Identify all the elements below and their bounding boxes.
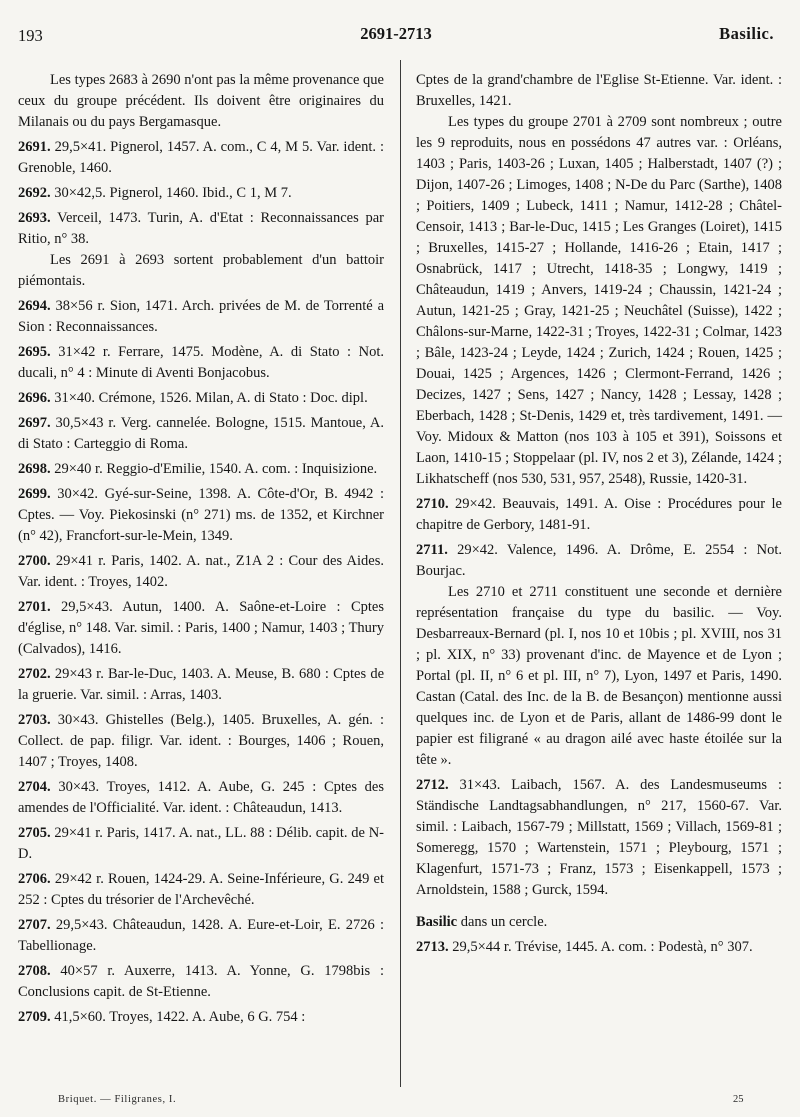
column-divider xyxy=(400,60,401,1087)
section-title: Basilic xyxy=(416,914,458,930)
entry-number: 2693. xyxy=(18,210,51,226)
page-number: 193 xyxy=(18,26,43,45)
entry-number: 2709. xyxy=(18,1009,51,1025)
entry-2707 xyxy=(18,915,384,957)
paragraph: Les types du groupe 2701 à 2709 sont nombreux ; outre les 9 reproduits, nous en possédons 47 autres var. : Orléans, 1403 ; Paris, 1403-26 ; Luxan, 1405 ; Halberstadt, 1407 (?) ; Dijon, 1407-26 ; Limoges, 1408 ; N-De du Parc (Sarthe), 1408 ; Poitiers, 1409 ; Lubeck, 1411 ; Namur, 1412-28 ; Châtel-Censoir, 1413 ; Bar-le-Duc, 1415 ; Les Granges (Loiret), 1415 ; Bruxelles, 1415-27 ; Hollande, 1416-26 ; Etain, 1417 ; Osnabrück, 1417 ; Utrecht, 1418-35 ; Longwy, 1419 ; Châteaudun, 1419 ; Anvers, 1419-24 ; Chaussin, 1421-24 ; Autun, 1421-25 ; Gray, 1421-25 ; Neuchâtel (Suisse), 1422 ; Châlons-sur-Marne, 1422-31 ; Troyes, 1422-31 ; Colmar, 1423 ; Bâle, 1423-24 ; Leyde, 1424 ; Zurich, 1424 ; Rouen, 1425 ; Douai, 1425 ; Argences, 1426 ; Clermont-Ferrand, 1426 ; Decizes, 1427 ; Sens, 1427 ; Nancy, 1428 ; Lessay, 1428 ; Eberbach, 1428 ; St-Denis, 1429 et, très tardivement, 1491. — Voy. Midoux & Matton (nos 103 à 105 et 391), Soissons et Laon, 1410-15 ; Stoppelaar (pl. IV, nos 2 et 3), Zélande, 1424 ; Likhatscheff (nos 530, 531, 957, 2548), Russie, 1420-31. xyxy=(416,114,782,487)
entry-2703 xyxy=(18,710,384,773)
entry-text: 29,5×43. Châteaudun, 1428. A. Eure-et-Loir, E. 2726 : Tabellionage. xyxy=(18,917,384,954)
entry-text: 31×43. Laibach, 1567. A. des Landesmuseums : Ständische Landtagsabhandlungen, n° 217, 1560-67. Var. simil. : Laibach, 1567-79 ; Millstatt, 1569 ; Villach, 1569-81 ; Someregg, 1570 ; Wartenstein, 1571 ; Pleybourg, 1571 ; Klagenfurt, 1571-73 ; Franz, 1573 ; Eisenkappell, 1573 ; Arnoldstein, 1588 ; Gurck, 1594. xyxy=(416,777,782,898)
entry-number: 2699. xyxy=(18,486,51,502)
entry-text: 29×42 r. Rouen, 1424-29. A. Seine-Inférieure, G. 249 et 252 : Cptes du trésorier de l'Archevêché. xyxy=(18,871,384,908)
entry-2694 xyxy=(18,296,384,338)
entry-number: 2711. xyxy=(416,542,448,558)
entry-number: 2702. xyxy=(18,666,51,682)
entry-number: 2712. xyxy=(416,777,449,793)
entry-text: 29×41 r. Paris, 1417. A. nat., LL. 88 : Délib. capit. de N-D. xyxy=(18,825,384,862)
entry-text: 30×43. Troyes, 1412. A. Aube, G. 245 : Cptes des amendes de l'Officialité. Var. ident. : Châteaudun, 1413. xyxy=(18,779,385,816)
running-header xyxy=(18,24,774,46)
entry-number: 2704. xyxy=(18,779,51,795)
entry-2692 xyxy=(18,183,384,204)
entry-text: 29,5×41. Pignerol, 1457. A. com., C 4, M 5. Var. ident. : Grenoble, 1460. xyxy=(18,139,385,176)
entry-number: 2706. xyxy=(18,871,51,887)
entry-2713 xyxy=(416,937,782,958)
section-subtitle: dans un cercle. xyxy=(457,914,548,930)
entry-2700 xyxy=(18,551,384,593)
entry-text: 29×43 r. Bar-le-Duc, 1403. A. Meuse, B. 680 : Cptes de la gruerie. Var. simil. : Arras, 1403. xyxy=(18,666,385,703)
entry-2698 xyxy=(18,459,384,480)
entry-text: 30×42,5. Pignerol, 1460. Ibid., C 1, M 7. xyxy=(54,185,292,201)
entry-text: 41,5×60. Troyes, 1422. A. Aube, 6 G. 754 : xyxy=(54,1009,306,1025)
entry-2697 xyxy=(18,413,384,455)
entry-text: 29,5×43. Autun, 1400. A. Saône-et-Loire : Cptes d'église, n° 148. Var. simil. : Paris, 1400 ; Namur, 1403 ; Thury (Calvados), 1416. xyxy=(18,599,384,657)
entry-number: 2705. xyxy=(18,825,51,841)
entry-2706 xyxy=(18,869,384,911)
entry-text: 30×43. Ghistelles (Belg.), 1405. Bruxelles, A. gén. : Collect. de pap. filigr. Var. ident. : Bourges, 1406 ; Rouen, 1407 ; Troyes, 1408. xyxy=(18,712,385,770)
entry-2704 xyxy=(18,777,384,819)
entry-text: Verceil, 1473. Turin, A. d'Etat : Reconnaissances par Ritio, n° 38. xyxy=(18,210,384,247)
entry-range: 2691-2713 xyxy=(360,24,432,43)
entry-number: 2700. xyxy=(18,553,51,569)
entry-2708 xyxy=(18,961,384,1003)
entry-number: 2698. xyxy=(18,461,51,477)
entry-text: 31×40. Crémone, 1526. Milan, A. di Stato : Doc. dipl. xyxy=(54,390,368,406)
footer-signature: 25 xyxy=(733,1094,744,1105)
entry-number: 2710. xyxy=(416,496,449,512)
entry-text: 29×40 r. Reggio-d'Emilie, 1540. A. com. : Inquisizione. xyxy=(54,461,378,477)
paragraph: Les 2710 et 2711 constituent une seconde et dernière représentation française du type du basilic. — Voy. Desbarreaux-Bernard (pl. I, nos 10 et 10bis ; pl. XVIII, nos 31 ; pl. XIX, n° 33) provenant d'inc. de Mayence et de Lyon ; Portal (pl. II, n° 6 et pl. III, n° 7), Lyon, 1497 et Paris, 1490. Castan (Catal. des Inc. de la B. de Besançon) mentionne aussi quelques inc. de Lyon et de Paris, allant de 1486-99 dont le papier est filigrané « au dragon ailé avec haste étoilée sur la tête ». xyxy=(416,584,782,768)
entry-number: 2691. xyxy=(18,139,51,155)
entry-text: 40×57 r. Auxerre, 1413. A. Yonne, G. 1798bis : Conclusions capit. de St-Etienne. xyxy=(18,963,385,1000)
section-keyword: Basilic. xyxy=(719,24,774,43)
entry-2702 xyxy=(18,664,384,706)
entry-number: 2713. xyxy=(416,939,449,955)
entry-number: 2701. xyxy=(18,599,51,615)
entry-text: 29×42. Beauvais, 1491. A. Oise : Procédures pour le chapitre de Gerbory, 1481-91. xyxy=(416,496,782,533)
entry-text: 29,5×44 r. Trévise, 1445. A. com. : Podestà, n° 307. xyxy=(452,939,753,955)
entry-2711 xyxy=(416,540,782,582)
entry-2705 xyxy=(18,823,384,865)
entry-number: 2696. xyxy=(18,390,51,406)
entry-2691 xyxy=(18,137,384,179)
entry-number: 2692. xyxy=(18,185,51,201)
entry-number: 2695. xyxy=(18,344,51,360)
entry-text: 29×42. Valence, 1496. A. Drôme, E. 2554 : Not. Bourjac. xyxy=(416,542,783,579)
entry-number: 2697. xyxy=(18,415,51,431)
paragraph: Les 2691 à 2693 sortent probablement d'un battoir piémontais. xyxy=(18,252,384,289)
entry-number: 2703. xyxy=(18,712,51,728)
footer-source: Briquet. — Filigranes, I. xyxy=(58,1094,177,1105)
left-column xyxy=(18,70,384,1028)
entry-number: 2708. xyxy=(18,963,51,979)
paragraph: Les types 2683 à 2690 n'ont pas la même provenance que ceux du groupe précédent. Ils doivent être originaires du Milanais ou du pays Bergamasque. xyxy=(18,72,384,130)
entry-text: 30×42. Gyé-sur-Seine, 1398. A. Côte-d'Or, B. 4942 : Cptes. — Voy. Piekosinski (n° 271) ms. de 1352, et Kirchner (n° 42), Francfort-sur-le-Mein, 1349. xyxy=(18,486,385,544)
entry-2712 xyxy=(416,775,782,901)
section-heading xyxy=(416,912,782,933)
entry-text: 31×42 r. Ferrare, 1475. Modène, A. di Stato : Not. ducali, n° 4 : Minute di Aventi Bonjacobus. xyxy=(18,344,385,381)
entry-number: 2707. xyxy=(18,917,51,933)
entry-2709-continuation: Cptes de la grand'chambre de l'Eglise St-Etienne. Var. ident. : Bruxelles, 1421. xyxy=(416,72,782,109)
right-column xyxy=(416,70,782,958)
entry-text: 38×56 r. Sion, 1471. Arch. privées de M. de Torrenté a Sion : Reconnaissances. xyxy=(18,298,384,335)
entry-2693 xyxy=(18,208,384,250)
entry-2695 xyxy=(18,342,384,384)
entry-2699 xyxy=(18,484,384,547)
entry-2696 xyxy=(18,388,384,409)
entry-text: 30,5×43 r. Verg. cannelée. Bologne, 1515. Mantoue, A. di Stato : Carteggio di Roma. xyxy=(18,415,384,452)
entry-number: 2694. xyxy=(18,298,51,314)
entry-2701 xyxy=(18,597,384,660)
entry-text: 29×41 r. Paris, 1402. A. nat., Z1A 2 : Cour des Aides. Var. ident. : Troyes, 1402. xyxy=(18,553,384,590)
entry-2710 xyxy=(416,494,782,536)
entry-2709 xyxy=(18,1007,384,1028)
